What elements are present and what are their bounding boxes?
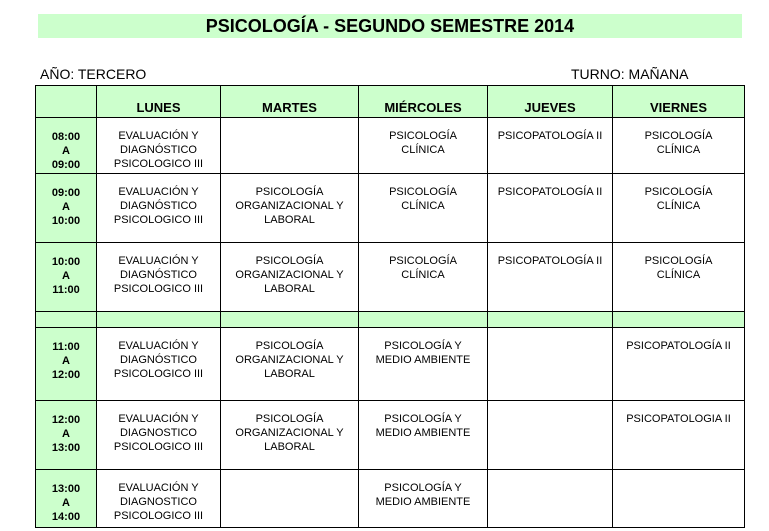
class-cell-content [488,328,612,339]
subject-line: ORGANIZACIONAL Y [235,269,344,281]
class-cell-martes [221,174,359,243]
class-cell-content [359,328,487,367]
day-header-viernes: VIERNES [613,86,745,118]
class-cell-miercoles [359,243,488,312]
class-cell-martes [221,401,359,470]
time-slot-line: 10:00 [51,215,81,227]
time-slot-cell [36,243,97,312]
schedule-row [36,401,745,470]
subject-line: MEDIO AMBIENTE [375,427,471,439]
class-cell-content [97,243,220,296]
subject-line: DIAGNÓSTICO [119,354,197,366]
subject-line: CLÍNICA [656,144,701,156]
class-cell-content [359,401,487,440]
class-cell-viernes [613,174,745,243]
class-cell-content [359,243,487,282]
subject-line: PSICOLOGÍA [389,130,457,142]
time-slot-line: 13:00 [51,483,81,495]
time-slot-cell [36,401,97,470]
time-slot-cell [36,328,97,401]
subject-line: PSICOPATOLOGÍA II [626,340,731,352]
subject-line: CLÍNICA [656,200,701,212]
class-cell-lunes [97,174,221,243]
class-cell-content [488,470,612,481]
subject-line: PSICOLOGÍA [644,255,713,267]
schedule-row [36,118,745,174]
subject-line: PSICOLOGÍA [255,255,324,267]
header-row [36,86,745,118]
subject-line: PSICOLOGÍA [255,186,324,198]
class-cell-content [613,470,744,481]
subject-line: EVALUACIÓN Y [118,413,199,425]
year-label: AÑO: TERCERO [40,66,147,82]
schedule-row [36,328,745,401]
class-cell-miercoles [359,118,488,174]
class-cell-martes [221,118,359,174]
time-slot-line: 09:00 [51,159,81,171]
class-cell-content [221,401,358,454]
subject-line: PSICOLOGÍA [255,340,324,352]
subject-line: EVALUACIÓN Y [118,482,199,494]
class-cell-content [359,174,487,213]
class-cell-content [221,328,358,381]
turn-label: TURNO: MAÑANA [571,66,689,82]
time-slot-line: A [62,270,70,282]
subject-line: PSICOLOGICO III [113,283,204,295]
subject-line: LABORAL [264,214,315,226]
subject-line: CLÍNICA [401,269,445,281]
subject-line: PSICOPATOLOGÍA II [497,186,603,198]
subject-line: PSICOLOGÍA Y [384,482,462,494]
class-cell-content [359,470,487,509]
class-cell-martes [221,470,359,528]
time-slot-cell [36,174,97,243]
subject-line: DIAGNOSTICO [119,496,197,508]
class-cell-content [97,328,220,381]
subject-line: ORGANIZACIONAL Y [235,200,344,212]
subject-line: EVALUACIÓN Y [118,340,199,352]
time-slot-line: A [62,201,70,213]
subject-line: DIAGNOSTICO [119,427,197,439]
class-cell-content [359,118,487,157]
class-cell-miercoles [359,328,488,401]
class-cell-lunes [97,243,221,312]
day-header-miercoles: MIÉRCOLES [359,86,488,118]
break-cell [221,312,359,328]
class-cell-content [613,401,744,426]
subject-line: EVALUACIÓN Y [118,186,199,198]
class-cell-martes [221,243,359,312]
class-cell-lunes [97,401,221,470]
time-slot-line: A [62,145,70,157]
class-cell-content [221,174,358,227]
class-cell-content [221,118,358,129]
class-cell-jueves [488,401,613,470]
day-header-martes: MARTES [221,86,359,118]
time-slot-line: 09:00 [51,187,81,199]
day-header-jueves: JUEVES [488,86,613,118]
subject-line: DIAGNÓSTICO [119,200,197,212]
subject-line: EVALUACIÓN Y [118,130,199,142]
break-cell [36,312,97,328]
time-slot-cell [36,118,97,174]
schedule-row [36,174,745,243]
class-cell-content [488,174,612,199]
break-cell [97,312,221,328]
class-cell-jueves [488,243,613,312]
class-cell-content [488,118,612,143]
time-slot-line: 12:00 [51,414,81,426]
subject-line: CLÍNICA [401,144,445,156]
class-cell-lunes [97,470,221,528]
corner-cell [36,86,97,118]
schedule-table [35,85,745,528]
class-cell-viernes [613,401,745,470]
class-cell-content [97,470,220,523]
subject-line: DIAGNÓSTICO [119,269,197,281]
break-cell [488,312,613,328]
page-title: PSICOLOGÍA - SEGUNDO SEMESTRE 2014 [38,14,742,38]
class-cell-jueves [488,118,613,174]
subject-line: PSICOLOGÍA [389,255,457,267]
subject-line: CLÍNICA [656,269,701,281]
class-cell-content [221,470,358,481]
class-cell-content [613,118,744,157]
subject-line: PSICOLOGÍA [255,413,324,425]
subject-line: MEDIO AMBIENTE [375,496,471,508]
schedule-row [36,470,745,528]
subject-line: LABORAL [264,283,315,295]
class-cell-content [97,174,220,227]
class-cell-content [488,243,612,268]
class-cell-content [613,174,744,213]
class-cell-jueves [488,328,613,401]
day-header-lunes: LUNES [97,86,221,118]
subject-line: EVALUACIÓN Y [118,255,199,267]
class-cell-jueves [488,174,613,243]
time-slot-line: 14:00 [51,511,81,523]
subject-line: PSICOLOGICO III [113,368,204,380]
subject-line: MEDIO AMBIENTE [375,354,471,366]
time-slot-line: 13:00 [51,442,81,454]
time-slot-line: 08:00 [51,131,81,143]
class-cell-content [488,401,612,412]
break-row [36,312,745,328]
subject-line: PSICOLOGÍA [644,130,713,142]
subject-line: LABORAL [264,368,315,380]
schedule-row [36,243,745,312]
time-slot-cell [36,470,97,528]
class-cell-lunes [97,118,221,174]
class-cell-content [97,401,220,454]
class-cell-content [613,243,744,282]
subject-line: PSICOLOGÍA [644,186,713,198]
subject-line: PSICOPATOLOGIA II [626,413,731,425]
subject-line: PSICOLOGICO III [113,158,204,170]
time-slot-line: A [62,355,70,367]
time-slot-line: A [62,428,70,440]
subject-line: PSICOLOGÍA Y [384,413,462,425]
time-slot-line: 11:00 [52,341,80,353]
break-cell [359,312,488,328]
class-cell-miercoles [359,470,488,528]
class-cell-content [613,328,744,353]
subject-line: PSICOLOGICO III [113,510,204,522]
time-slot-line: 10:00 [51,256,81,268]
class-cell-viernes [613,328,745,401]
time-slot-line: 11:00 [52,284,80,296]
subject-line: PSICOLOGÍA [389,186,457,198]
subject-line: LABORAL [264,441,315,453]
time-slot-line: A [62,497,70,509]
subject-line: PSICOPATOLOGÍA II [497,255,603,267]
subject-line: ORGANIZACIONAL Y [235,427,344,439]
class-cell-viernes [613,243,745,312]
class-cell-miercoles [359,401,488,470]
class-cell-lunes [97,328,221,401]
time-slot-line: 12:00 [51,369,81,381]
class-cell-miercoles [359,174,488,243]
subject-line: ORGANIZACIONAL Y [235,354,344,366]
class-cell-jueves [488,470,613,528]
subject-line: PSICOLOGICO III [113,441,204,453]
subject-line: PSICOPATOLOGÍA II [497,130,603,142]
break-cell [613,312,745,328]
class-cell-content [221,243,358,296]
class-cell-viernes [613,470,745,528]
subject-line: PSICOLOGÍA Y [384,340,462,352]
subject-line: DIAGNÓSTICO [119,144,197,156]
subject-line: CLÍNICA [401,200,445,212]
class-cell-content [97,118,220,171]
class-cell-viernes [613,118,745,174]
class-cell-martes [221,328,359,401]
subject-line: PSICOLOGICO III [113,214,204,226]
